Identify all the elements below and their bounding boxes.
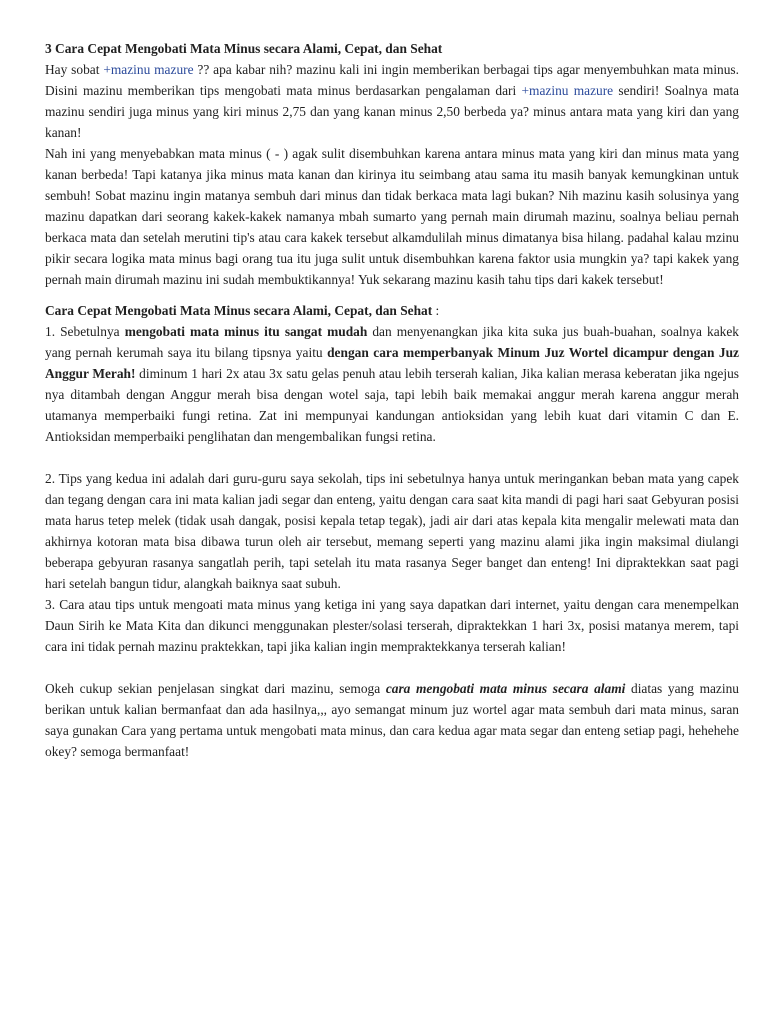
closing-text-1: Okeh cukup sekian penjelasan singkat dari mazinu, semoga [45,681,386,696]
tip-1 [45,321,739,447]
spacer [45,657,739,678]
author-link[interactable]: +mazinu mazure [103,62,194,77]
section-heading-text: Cara Cepat Mengobati Mata Minus secara Alami, Cepat, dan Sehat [45,303,433,318]
tip-1-bold-1: mengobati mata minus itu sangat mudah [124,324,368,339]
intro-paragraph [45,59,739,143]
closing-text-2: diatas yang mazinu berikan untuk kalian bermanfaat dan ada hasilnya,,, ayo semangat minum juz wortel agar mata sembuh dari mata minus, saran saya gunakan Cara yang pertama untuk mengobati mata minus, dan cara kedua agar mata segar dan enteng setiap pagi, hehehehe okey? semoga bermanfaat! [45,681,739,759]
spacer [45,290,739,300]
author-link-2[interactable]: +mazinu mazure [521,83,614,98]
intro-text-2: ?? apa kabar nih? mazinu kali ini ingin memberikan berbagai tips agar menyembuhkan mata minus. Disini mazinu memberikan tips mengobati mata minus berdasarkan pengalaman dari [45,62,739,98]
paragraph-2: Nah ini yang menyebabkan mata minus ( - ) agak sulit disembuhkan karena antara minus mata yang kiri dan minus mata yang kanan berbeda! Tapi katanya jika minus mata kanan dan kirinya itu seimbang atau sama itu masih banyak kemungkinan untuk sembuh! Sobat mazinu ingin matanya sembuh dari minus dan tidak berkaca mata lagi bukan? Nih mazinu kasih solusinya yang mazinu dapatkan dari seorang kakek-kakek namanya mbah sumarto yang pernah main dirumah mazinu, soalnya beliau pernah berkaca mata dan setelah merutini tip's atau cara kakek tersebut alkamdulilah minus dimatanya bisa hilang. padahal kalau mzinu pikir secara logika mata minus bagi orang tua itu juga sulit untuk disembuhkan karena faktor usia mungkin ya? tapi kakek yang pernah main dirumah mazinu ini sudah membuktikannya! Yuk sekarang mazinu kasih tahu tips dari kakek tersebut! [45,146,739,287]
intro-text-1: Hay sobat [45,62,104,77]
spacer [45,447,739,468]
intro-text-3: sendiri! Soalnya mata mazinu sendiri juga minus yang kiri minus 2,75 dan yang kanan minus 2,50 berbeda ya? minus antara mata yang kiri dan yang kanan! [45,83,739,140]
tip-1-text-2: dan menyenangkan jika kita suka jus buah-buahan, soalnya kakek yang pernah kerumah saya itu bilang tipsnya yaitu [45,324,739,360]
article-title: 3 Cara Cepat Mengobati Mata Minus secara Alami, Cepat, dan Sehat [45,41,443,56]
closing-keyword: cara mengobati mata minus secara alami [385,681,626,696]
tip-1-bold-2: dengan cara memperbanyak Minum Juz Wortel dicampur dengan Juz Anggur Merah! [45,345,739,381]
section-heading [45,300,739,321]
section-heading-suffix: : [432,303,440,318]
tip-1-text-3: diminum 1 hari 2x atau 3x satu gelas penuh atau lebih terserah kalian, Jika kalian merasa keberatan jika ngejus nya ditambah dengan Anggur merah bisa dengan wotel saja, tapi lebih baik memakai anggur merah karena anggur merah utamanya memperbaiki fungi retina. Zat ini mempunyai kandungan antioksidan yang lebih kuat dari vitamin C dan E. Antioksidan memperbaiki penglihatan dan mengembalikan fungsi retina. [45,366,739,444]
tip-1-text-1: 1. Sebetulnya [45,324,125,339]
tip-2: 2. Tips yang kedua ini adalah dari guru-guru saya sekolah, tips ini sebetulnya hanya untuk meringankan beban mata yang capek dan tegang dengan cara ini mata kalian jadi segar dan enteng, yaitu dengan cara saat kita mandi di pagi hari saat Gebyuran posisi mata harus tetep melek (tidak usah dangak, posisi kepala tetap tegak), jadi air dari atas kepala kita mengalir melewati mata dan akhirnya kotoran mata bisa dibawa turun oleh air tersebut, memang seperti yang mazinu alami jika ingin maksimal diulangi beberapa gebyuran rasanya sangatlah perih, tapi setelah itu mata rasanya Seger banget dan enteng! Ini dipraktekkan saat pagi hari setelah bangun tidur, alangkah baiknya saat subuh. [45,471,739,591]
tip-3: 3. Cara atau tips untuk mengoati mata minus yang ketiga ini yang saya dapatkan dari internet, yaitu dengan cara menempelkan Daun Sirih ke Mata Kita dan dikunci menggunakan plester/solasi terserah, dipraktekkan 1 hari 3x, posisi matanya merem, tapi cara ini tidak pernah mazinu praktekkan, tapi jika kalian ingin mempraktekkanya terserah kalian! [45,597,739,654]
closing-paragraph [45,678,739,762]
article [45,38,739,762]
